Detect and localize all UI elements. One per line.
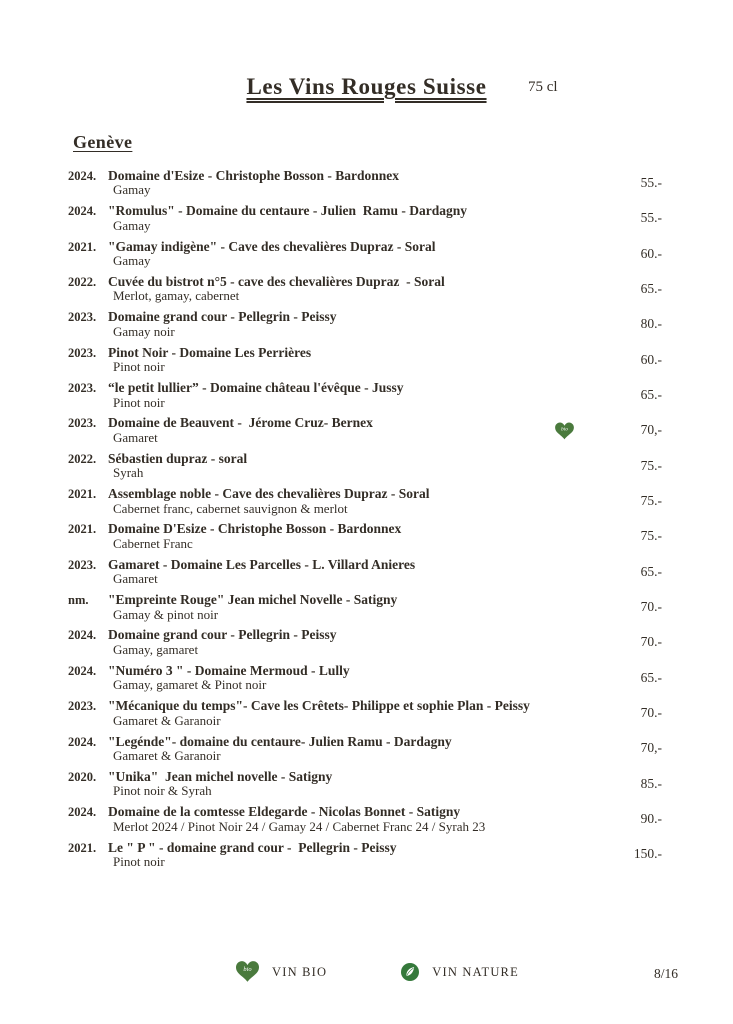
wine-price: 90.-	[640, 811, 662, 827]
wine-price: 70,-	[640, 422, 662, 438]
wine-name: "Legénde"- domaine du centaure- Julien Ramu - Dardagny	[108, 733, 452, 749]
wine-price: 70,-	[640, 740, 662, 756]
wine-description	[108, 169, 618, 197]
wine-name: Pinot Noir - Domaine Les Perrières	[108, 344, 312, 360]
wine-price: 70.-	[640, 634, 662, 650]
wine-name: "Empreinte Rouge" Jean michel Novelle - Satigny	[108, 592, 398, 608]
wine-name: Cuvée du bistrot n°5 - cave des chevalières Dupraz - Soral	[108, 274, 445, 290]
wine-name: "Numéro 3 " - Domaine Mermoud - Lully	[108, 662, 350, 678]
wine-price: 75.-	[640, 528, 662, 544]
wine-description	[108, 346, 618, 374]
footer-legend	[236, 961, 519, 982]
page-title: Les Vins Rouges Suisse	[246, 74, 487, 99]
wine-grape-varieties: Merlot 2024 / Pinot Noir 24 / Gamay 24 / Cabernet Franc 24 / Syrah 23	[113, 818, 486, 834]
wine-price: 75.-	[640, 493, 662, 509]
bio-heart-icon	[555, 422, 574, 439]
wine-description	[108, 735, 618, 763]
wine-vintage: 2024.	[68, 663, 97, 678]
wine-list-item	[68, 699, 662, 727]
wine-list-item	[68, 169, 662, 197]
wine-list-item	[68, 522, 662, 550]
wine-list-item	[68, 664, 662, 692]
wine-description	[108, 452, 618, 480]
wine-list-item	[68, 204, 662, 232]
wine-price: 70.-	[640, 599, 662, 615]
wine-vintage: 2024.	[68, 628, 97, 643]
bottle-volume-label: 75 cl	[528, 79, 558, 95]
wine-grape-varieties: Pinot noir	[113, 359, 165, 375]
bio-heart-icon	[236, 961, 259, 982]
legend-vin-nature	[401, 963, 519, 981]
wine-price: 65.-	[640, 280, 662, 296]
wine-vintage: 2021.	[68, 522, 97, 537]
wine-vintage: 2023.	[68, 699, 97, 714]
wine-description	[108, 558, 618, 586]
wine-price: 65.-	[640, 563, 662, 579]
legend-vin-bio	[236, 961, 327, 982]
wine-name: Assemblage noble - Cave des chevalières Dupraz - Soral	[108, 486, 430, 502]
page-number: 8/16	[653, 966, 678, 981]
wine-list-item	[68, 240, 662, 268]
region-heading: Genève	[73, 132, 133, 152]
wine-vintage: 2023.	[68, 345, 97, 360]
wine-name: Domaine D'Esize - Christophe Bosson - Bardonnex	[108, 521, 402, 537]
wine-price: 70.-	[640, 705, 662, 721]
wine-description	[108, 487, 618, 515]
wine-name: Domaine de Beauvent - Jérome Cruz- Bernex	[108, 415, 373, 431]
wine-grape-varieties: Pinot noir	[113, 853, 165, 869]
wine-price: 80.-	[640, 316, 662, 332]
wine-price: 60.-	[640, 351, 662, 367]
wine-price: 65.-	[640, 387, 662, 403]
wine-grape-varieties: Pinot noir	[113, 394, 165, 410]
wine-list-item	[68, 805, 662, 833]
wine-vintage: 2022.	[68, 451, 97, 466]
wine-list-item	[68, 841, 662, 869]
wine-price: 85.-	[640, 775, 662, 791]
legend-vin-nature-label: VIN NATURE	[432, 965, 519, 979]
wine-price: 60.-	[640, 245, 662, 261]
wine-vintage: 2021.	[68, 239, 97, 254]
wine-vintage: nm.	[68, 593, 89, 608]
wine-grape-varieties: Cabernet franc, cabernet sauvignon & merlot	[113, 500, 348, 516]
wine-list	[68, 169, 662, 876]
wine-price: 65.-	[640, 669, 662, 685]
wine-name: Domaine de la comtesse Eldegarde - Nicolas Bonnet - Satigny	[108, 804, 461, 820]
wine-list-item	[68, 346, 662, 374]
wine-description	[108, 628, 618, 656]
legend-vin-bio-label: VIN BIO	[272, 965, 328, 979]
wine-description	[108, 522, 618, 550]
wine-grape-varieties: Gamaret	[113, 571, 158, 587]
wine-grape-varieties: Pinot noir & Syrah	[113, 783, 212, 799]
wine-vintage: 2021.	[68, 487, 97, 502]
wine-price: 150.-	[633, 846, 662, 862]
wine-list-item	[68, 593, 662, 621]
wine-grape-varieties: Gamay	[113, 217, 151, 233]
wine-grape-varieties: Gamay, gamaret	[113, 641, 199, 657]
wine-grape-varieties: Gamay	[113, 182, 151, 198]
wine-grape-varieties: Gamay	[113, 253, 151, 269]
wine-description	[108, 416, 618, 444]
wine-vintage: 2023.	[68, 310, 97, 325]
wine-name: "Romulus" - Domaine du centaure - Julien Ramu - Dardagny	[108, 203, 468, 219]
wine-vintage: 2024.	[68, 805, 97, 820]
wine-grape-varieties: Gamay, gamaret & Pinot noir	[113, 677, 267, 693]
wine-grape-varieties: Gamaret & Garanoir	[113, 712, 221, 728]
wine-grape-varieties: Cabernet Franc	[113, 535, 193, 551]
wine-vintage: 2024.	[68, 204, 97, 219]
wine-name: “le petit lullier” - Domaine château l'évêque - Jussy	[108, 380, 404, 396]
wine-list-item	[68, 735, 662, 763]
wine-list-item	[68, 416, 662, 444]
wine-name: "Gamay indigène" - Cave des chevalières Dupraz - Soral	[108, 238, 436, 254]
wine-vintage: 2024.	[68, 734, 97, 749]
wine-price: 55.-	[640, 210, 662, 226]
wine-name: Domaine grand cour - Pellegrin - Peissy	[108, 627, 337, 643]
wine-description	[108, 770, 618, 798]
wine-list-item	[68, 487, 662, 515]
wine-description	[108, 204, 618, 232]
wine-description	[108, 699, 618, 727]
wine-grape-varieties: Gamaret & Garanoir	[113, 747, 221, 763]
wine-list-item	[68, 452, 662, 480]
wine-name: Gamaret - Domaine Les Parcelles - L. Villard Anieres	[108, 556, 416, 572]
wine-price: 75.-	[640, 457, 662, 473]
wine-list-item	[68, 381, 662, 409]
wine-vintage: 2024.	[68, 169, 97, 183]
wine-description	[108, 240, 618, 268]
wine-list-item	[68, 275, 662, 303]
wine-grape-varieties: Gamay & pinot noir	[113, 606, 219, 622]
wine-name: "Mécanique du temps"- Cave les Crêtets- Philippe et sophie Plan - Peissy	[108, 698, 530, 714]
wine-list-item	[68, 558, 662, 586]
wine-vintage: 2023.	[68, 416, 97, 431]
wine-description	[108, 275, 618, 303]
wine-price: 55.-	[640, 174, 662, 190]
wine-vintage: 2023.	[68, 381, 97, 396]
wine-description	[108, 664, 618, 692]
wine-name: Domaine grand cour - Pellegrin - Peissy	[108, 309, 337, 325]
wine-grape-varieties: Gamay noir	[113, 323, 175, 339]
wine-vintage: 2023.	[68, 557, 97, 572]
wine-name: Domaine d'Esize - Christophe Bosson - Bardonnex	[108, 168, 400, 183]
wine-vintage: 2020.	[68, 769, 97, 784]
wine-grape-varieties: Syrah	[113, 465, 144, 481]
wine-list-item	[68, 628, 662, 656]
svg-text:bio: bio	[243, 966, 252, 974]
wine-vintage: 2022.	[68, 275, 97, 290]
wine-name: "Unika" Jean michel novelle - Satigny	[108, 768, 333, 784]
wine-name: Le " P " - domaine grand cour - Pellegrin - Peissy	[108, 839, 397, 855]
nature-leaf-icon	[401, 963, 419, 981]
wine-description	[108, 841, 618, 869]
wine-description	[108, 381, 618, 409]
wine-name: Sébastien dupraz - soral	[108, 450, 248, 466]
wine-grape-varieties: Merlot, gamay, cabernet	[113, 288, 240, 304]
wine-description	[108, 805, 618, 833]
wine-description	[108, 310, 618, 338]
svg-text:bio: bio	[561, 426, 568, 433]
wine-list-item	[68, 310, 662, 338]
wine-description	[108, 593, 618, 621]
wine-list-item	[68, 770, 662, 798]
wine-grape-varieties: Gamaret	[113, 429, 158, 445]
wine-vintage: 2021.	[68, 840, 97, 855]
